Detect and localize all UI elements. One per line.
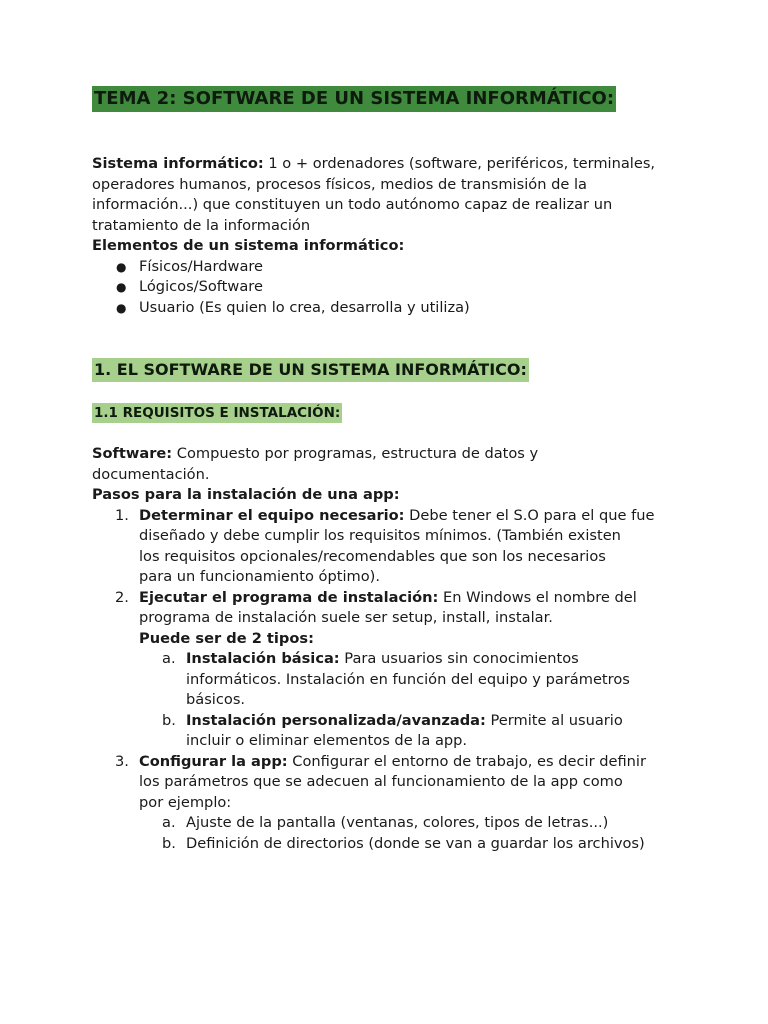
bullet-icon: ● xyxy=(116,259,127,274)
bullet-icon: ● xyxy=(116,300,127,315)
step-number: 2. xyxy=(115,588,129,606)
list-item: Físicos/Hardware xyxy=(139,257,264,275)
step-text: por ejemplo: xyxy=(139,793,232,811)
step-number: 3. xyxy=(115,752,129,770)
step-text: los requisitos opcionales/recomendables que son los necesarios xyxy=(139,547,606,565)
list-item: Lógicos/Software xyxy=(139,278,263,295)
definition-text: 1 o + ordenadores (software, periféricos, terminales, xyxy=(263,155,656,172)
sub-letter: a. xyxy=(162,650,176,667)
definition-line xyxy=(92,154,655,175)
elements-heading: Elementos de un sistema informático: xyxy=(92,237,405,254)
subsection-heading: 1.1 REQUISITOS E INSTALACIÓN: xyxy=(94,405,341,421)
sub-item-text: Ajuste de la pantalla (ventanas, colores, tipos de letras...) xyxy=(186,814,609,831)
sub-item-text: informáticos. Instalación en función del equipo y parámetros xyxy=(186,670,630,688)
sub-item-line xyxy=(186,649,579,670)
step-text: En Windows el nombre del xyxy=(438,588,637,606)
step-label: Ejecutar el programa de instalación: xyxy=(139,588,439,606)
sub-item-text: Para usuarios sin conocimientos xyxy=(339,650,579,667)
sub-item-label: Instalación personalizada/avanzada: xyxy=(186,711,486,729)
step-line xyxy=(139,752,646,773)
list-item: Usuario (Es quien lo crea, desarrolla y utiliza) xyxy=(139,298,470,316)
types-heading: Puede ser de 2 tipos: xyxy=(139,629,314,647)
steps-heading: Pasos para la instalación de una app: xyxy=(92,486,400,503)
step-label: Configurar la app: xyxy=(139,752,288,770)
sub-item-text: básicos. xyxy=(186,691,246,708)
sub-item-text: incluir o eliminar elementos de la app. xyxy=(186,732,468,749)
sub-item-label: Instalación básica: xyxy=(186,650,340,667)
step-label: Determinar el equipo necesario: xyxy=(139,506,405,524)
sub-letter: b. xyxy=(162,711,176,729)
software-definition xyxy=(92,444,538,465)
step-text: diseñado y debe cumplir los requisitos mínimos. (También existen xyxy=(139,527,621,544)
definition-text: tratamiento de la información xyxy=(92,216,311,234)
software-text: Compuesto por programas, estructura de datos y xyxy=(172,445,539,462)
bullet-icon: ● xyxy=(116,280,127,294)
definition-term: Sistema informático: xyxy=(92,155,264,172)
step-text: Debe tener el S.O para el que fue xyxy=(404,506,655,524)
software-term: Software: xyxy=(92,445,173,462)
document-title: TEMA 2: SOFTWARE DE UN SISTEMA INFORMÁTICO: xyxy=(92,86,616,112)
definition-text: información...) que constituyen un todo autónomo capaz de realizar un xyxy=(92,196,613,213)
definition-text: operadores humanos, procesos físicos, medios de transmisión de la xyxy=(92,175,587,193)
sub-item-text: Definición de directorios (donde se van a guardar los archivos) xyxy=(186,834,645,852)
step-text: Configurar el entorno de trabajo, es decir definir xyxy=(287,752,646,770)
software-text: documentación. xyxy=(92,465,210,483)
step-line xyxy=(139,588,637,609)
section-heading: 1. EL SOFTWARE DE UN SISTEMA INFORMÁTICO: xyxy=(92,358,529,382)
step-line xyxy=(139,506,654,527)
step-text: los parámetros que se adecuen al funcionamiento de la app como xyxy=(139,773,623,790)
sub-item-text: Permite al usuario xyxy=(485,711,623,729)
step-text: programa de instalación suele ser setup, install, instalar. xyxy=(139,609,553,626)
sub-letter: a. xyxy=(162,814,176,831)
sub-letter: b. xyxy=(162,834,176,852)
sub-item-line xyxy=(186,711,623,732)
step-number: 1. xyxy=(115,506,129,524)
step-text: para un funcionamiento óptimo). xyxy=(139,568,380,585)
